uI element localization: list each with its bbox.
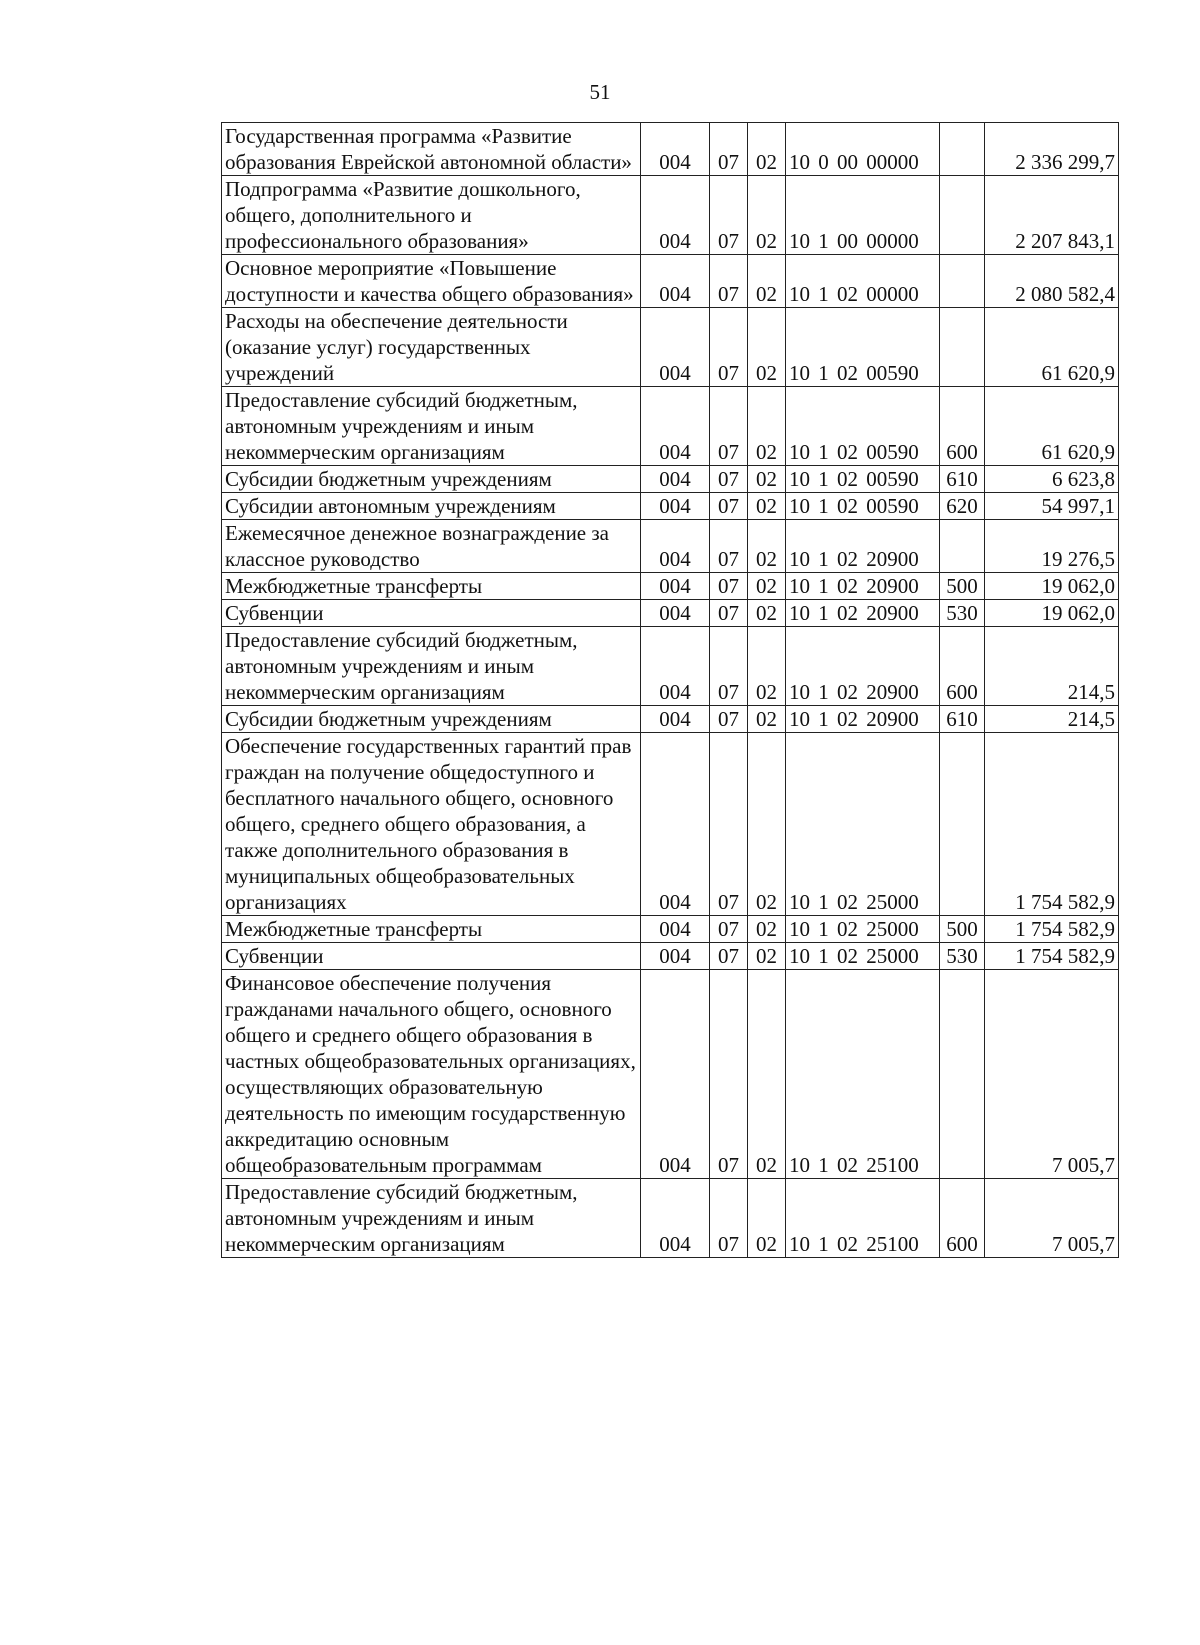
row-name: Ежемесячное денежное вознаграждение за классное руководство xyxy=(222,520,641,573)
ministry-code: 004 xyxy=(641,466,710,493)
ministry-code: 004 xyxy=(641,255,710,308)
target-article-code: 10 1 02 20900 xyxy=(786,600,940,627)
ministry-code: 004 xyxy=(641,916,710,943)
table-row xyxy=(222,916,1119,943)
table-row xyxy=(222,1179,1119,1258)
amount: 61 620,9 xyxy=(985,308,1119,387)
amount: 2 336 299,7 xyxy=(985,123,1119,176)
table-row xyxy=(222,970,1119,1179)
table-row xyxy=(222,255,1119,308)
section-code: 07 xyxy=(710,520,748,573)
expense-type-code: 610 xyxy=(940,706,985,733)
subsection-code: 02 xyxy=(748,308,786,387)
expense-type-code xyxy=(940,520,985,573)
subsection-code: 02 xyxy=(748,916,786,943)
table-row xyxy=(222,733,1119,916)
expense-type-code: 530 xyxy=(940,943,985,970)
expense-type-code: 620 xyxy=(940,493,985,520)
expense-type-code xyxy=(940,255,985,308)
section-code: 07 xyxy=(710,176,748,255)
amount: 1 754 582,9 xyxy=(985,943,1119,970)
target-article-code: 10 1 02 25000 xyxy=(786,916,940,943)
target-article-code: 10 1 02 20900 xyxy=(786,520,940,573)
subsection-code: 02 xyxy=(748,255,786,308)
expense-type-code xyxy=(940,176,985,255)
row-name: Субсидии автономным учреждениям xyxy=(222,493,641,520)
expense-type-code xyxy=(940,733,985,916)
row-name: Подпрограмма «Развитие дошкольного, общего, дополнительного и профессионального образования» xyxy=(222,176,641,255)
subsection-code: 02 xyxy=(748,600,786,627)
amount: 54 997,1 xyxy=(985,493,1119,520)
target-article-code: 10 1 02 20900 xyxy=(786,573,940,600)
amount: 7 005,7 xyxy=(985,1179,1119,1258)
section-code: 07 xyxy=(710,123,748,176)
row-name: Предоставление субсидий бюджетным, автономным учреждениям и иным некоммерческим организациям xyxy=(222,1179,641,1258)
ministry-code: 004 xyxy=(641,573,710,600)
amount: 214,5 xyxy=(985,706,1119,733)
amount: 2 207 843,1 xyxy=(985,176,1119,255)
row-name: Субвенции xyxy=(222,943,641,970)
table-row xyxy=(222,520,1119,573)
amount: 6 623,8 xyxy=(985,466,1119,493)
row-name: Предоставление субсидий бюджетным, автономным учреждениям и иным некоммерческим организациям xyxy=(222,387,641,466)
section-code: 07 xyxy=(710,387,748,466)
section-code: 07 xyxy=(710,916,748,943)
row-name: Субсидии бюджетным учреждениям xyxy=(222,466,641,493)
target-article-code: 10 0 00 00000 xyxy=(786,123,940,176)
expense-type-code xyxy=(940,123,985,176)
row-name: Субсидии бюджетным учреждениям xyxy=(222,706,641,733)
expense-type-code: 500 xyxy=(940,916,985,943)
table-row xyxy=(222,600,1119,627)
ministry-code: 004 xyxy=(641,176,710,255)
row-name: Субвенции xyxy=(222,600,641,627)
subsection-code: 02 xyxy=(748,970,786,1179)
page-number: 51 xyxy=(589,80,611,104)
expense-type-code: 600 xyxy=(940,1179,985,1258)
table-row xyxy=(222,308,1119,387)
table-row xyxy=(222,123,1119,176)
table-row xyxy=(222,466,1119,493)
section-code: 07 xyxy=(710,1179,748,1258)
row-name: Государственная программа «Развитие образования Еврейской автономной области» xyxy=(222,123,641,176)
amount: 19 276,5 xyxy=(985,520,1119,573)
section-code: 07 xyxy=(710,627,748,706)
subsection-code: 02 xyxy=(748,627,786,706)
table-row xyxy=(222,493,1119,520)
target-article-code: 10 1 02 00590 xyxy=(786,466,940,493)
row-name: Расходы на обеспечение деятельности (оказание услуг) государственных учреждений xyxy=(222,308,641,387)
row-name: Финансовое обеспечение получения гражданами начального общего, основного общего и среднего общего образования в частных общеобразовательных организациях, осуществляющих образовательную деятельность по имеющим государственную аккредитацию основным общеобразовательным программам xyxy=(222,970,641,1179)
expense-type-code xyxy=(940,970,985,1179)
row-name: Предоставление субсидий бюджетным, автономным учреждениям и иным некоммерческим организациям xyxy=(222,627,641,706)
ministry-code: 004 xyxy=(641,387,710,466)
amount: 61 620,9 xyxy=(985,387,1119,466)
subsection-code: 02 xyxy=(748,520,786,573)
ministry-code: 004 xyxy=(641,706,710,733)
section-code: 07 xyxy=(710,733,748,916)
table-row xyxy=(222,387,1119,466)
target-article-code: 10 1 02 20900 xyxy=(786,706,940,733)
section-code: 07 xyxy=(710,573,748,600)
ministry-code: 004 xyxy=(641,600,710,627)
section-code: 07 xyxy=(710,600,748,627)
subsection-code: 02 xyxy=(748,943,786,970)
ministry-code: 004 xyxy=(641,123,710,176)
section-code: 07 xyxy=(710,943,748,970)
budget-table xyxy=(221,122,1119,1258)
ministry-code: 004 xyxy=(641,520,710,573)
section-code: 07 xyxy=(710,255,748,308)
expense-type-code xyxy=(940,308,985,387)
target-article-code: 10 1 02 00590 xyxy=(786,493,940,520)
subsection-code: 02 xyxy=(748,1179,786,1258)
section-code: 07 xyxy=(710,970,748,1179)
table-row xyxy=(222,627,1119,706)
target-article-code: 10 1 00 00000 xyxy=(786,176,940,255)
subsection-code: 02 xyxy=(748,176,786,255)
section-code: 07 xyxy=(710,706,748,733)
expense-type-code: 600 xyxy=(940,387,985,466)
target-article-code: 10 1 02 25100 xyxy=(786,970,940,1179)
row-name: Межбюджетные трансферты xyxy=(222,916,641,943)
ministry-code: 004 xyxy=(641,970,710,1179)
section-code: 07 xyxy=(710,308,748,387)
subsection-code: 02 xyxy=(748,123,786,176)
target-article-code: 10 1 02 00590 xyxy=(786,387,940,466)
section-code: 07 xyxy=(710,466,748,493)
amount: 1 754 582,9 xyxy=(985,733,1119,916)
target-article-code: 10 1 02 00000 xyxy=(786,255,940,308)
amount: 7 005,7 xyxy=(985,970,1119,1179)
subsection-code: 02 xyxy=(748,733,786,916)
target-article-code: 10 1 02 20900 xyxy=(786,627,940,706)
subsection-code: 02 xyxy=(748,493,786,520)
target-article-code: 10 1 02 00590 xyxy=(786,308,940,387)
target-article-code: 10 1 02 25000 xyxy=(786,733,940,916)
amount: 19 062,0 xyxy=(985,600,1119,627)
amount: 19 062,0 xyxy=(985,573,1119,600)
expense-type-code: 500 xyxy=(940,573,985,600)
subsection-code: 02 xyxy=(748,387,786,466)
amount: 1 754 582,9 xyxy=(985,916,1119,943)
ministry-code: 004 xyxy=(641,733,710,916)
subsection-code: 02 xyxy=(748,466,786,493)
ministry-code: 004 xyxy=(641,1179,710,1258)
table-row xyxy=(222,943,1119,970)
expense-type-code: 610 xyxy=(940,466,985,493)
row-name: Основное мероприятие «Повышение доступности и качества общего образования» xyxy=(222,255,641,308)
ministry-code: 004 xyxy=(641,627,710,706)
table-row xyxy=(222,176,1119,255)
amount: 214,5 xyxy=(985,627,1119,706)
amount: 2 080 582,4 xyxy=(985,255,1119,308)
expense-type-code: 600 xyxy=(940,627,985,706)
section-code: 07 xyxy=(710,493,748,520)
target-article-code: 10 1 02 25000 xyxy=(786,943,940,970)
ministry-code: 004 xyxy=(641,308,710,387)
table-row xyxy=(222,573,1119,600)
subsection-code: 02 xyxy=(748,706,786,733)
ministry-code: 004 xyxy=(641,943,710,970)
subsection-code: 02 xyxy=(748,573,786,600)
ministry-code: 004 xyxy=(641,493,710,520)
target-article-code: 10 1 02 25100 xyxy=(786,1179,940,1258)
row-name: Межбюджетные трансферты xyxy=(222,573,641,600)
row-name: Обеспечение государственных гарантий прав граждан на получение общедоступного и бесплатного начального общего, основного общего, среднего общего образования, а также дополнительного образования в муниципальных общеобразовательных организациях xyxy=(222,733,641,916)
table-row xyxy=(222,706,1119,733)
expense-type-code: 530 xyxy=(940,600,985,627)
